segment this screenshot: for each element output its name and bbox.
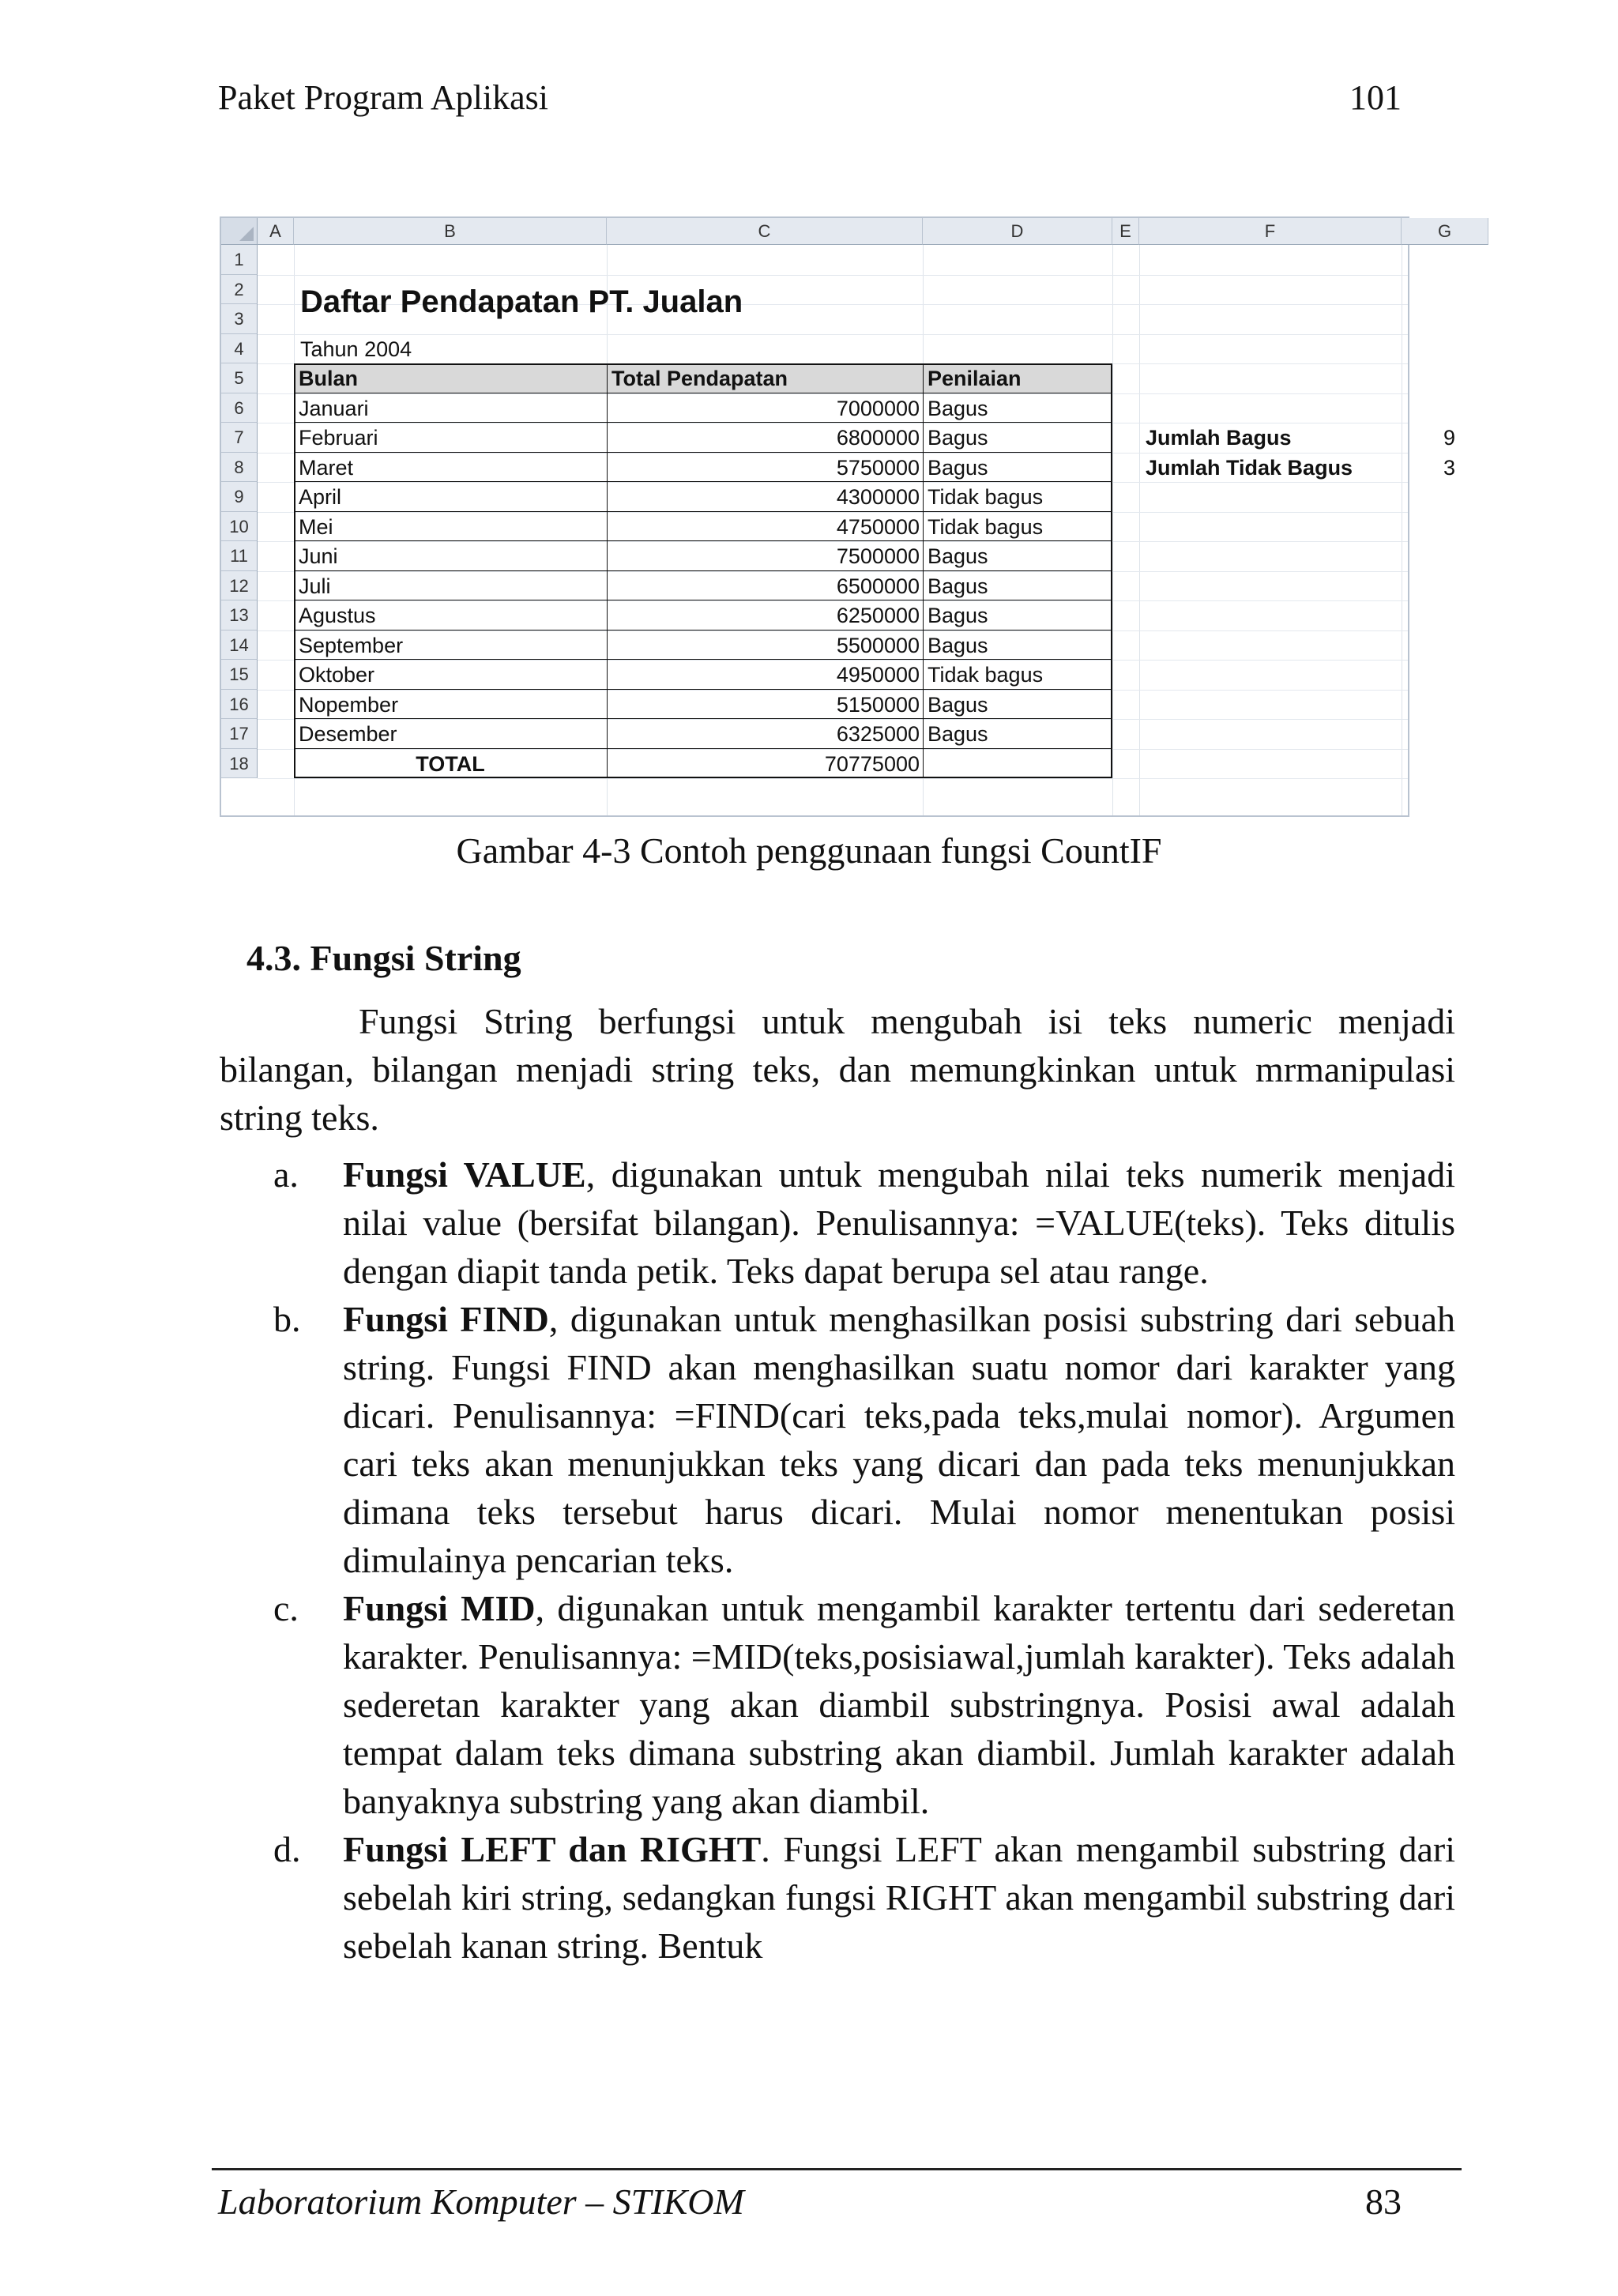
column-header: D — [923, 218, 1112, 245]
cell-total: 6800000 — [836, 426, 920, 450]
list-marker: a. — [273, 1154, 299, 1195]
row-header: 6 — [221, 393, 258, 423]
header-title: Paket Program Aplikasi — [218, 78, 548, 117]
function-name: Fungsi FIND — [343, 1299, 549, 1339]
row-header: 15 — [221, 660, 258, 690]
function-name: Fungsi MID — [343, 1588, 536, 1628]
column-header: E — [1112, 218, 1139, 245]
cell-penilaian: Tidak bagus — [928, 485, 1044, 509]
figure-caption: Gambar 4-3 Contoh penggunaan fungsi CountIF — [456, 830, 1162, 871]
row-header: 8 — [221, 453, 258, 483]
function-description: , digunakan untuk mengambil karakter tertentu dari sederetan karakter. Penulisannya: =MID(teks,posisiawal,jumlah karakter). Teks adalah sederetan karakter yang akan diambil substringnya. Posisi awal adalah tempat dalam teks dimana substring akan diambil. Jumlah karakter adalah banyaknya substring yang akan diambil. — [343, 1588, 1455, 1821]
row-header: 11 — [221, 541, 258, 571]
function-list — [273, 1150, 1455, 1970]
row-header: 10 — [221, 512, 258, 542]
cell-bulan: Mei — [299, 514, 333, 539]
function-description: , digunakan untuk menghasilkan posisi substring dari sebuah string. Fungsi FIND akan menghasilkan suatu nomor dari karakter yang dicari. Penulisannya: =FIND(cari teks,pada teks,mulai nomor). Argumen cari teks akan menunjukkan teks yang dicari dan pada teks menunjukkan dimana teks tersebut harus dicari. Mulai nomor menentukan posisi dimulainya pencarian teks. — [343, 1299, 1456, 1580]
list-item — [273, 1150, 1455, 1295]
cell-total: 5150000 — [836, 692, 920, 717]
spreadsheet-figure — [220, 216, 1455, 817]
column-header: C — [607, 218, 923, 245]
table-header-bulan: Bulan — [299, 367, 359, 390]
function-name: Fungsi LEFT dan RIGHT — [343, 1829, 762, 1869]
footer-page-number: 83 — [1365, 2181, 1402, 2222]
cell-bulan: Nopember — [299, 692, 399, 717]
row-header: 18 — [221, 749, 258, 779]
year-label: Tahun 2004 — [300, 337, 412, 361]
column-header: G — [1402, 218, 1488, 245]
cell-penilaian: Bagus — [928, 633, 988, 657]
list-item — [273, 1825, 1455, 1970]
row-header: 1 — [221, 245, 258, 275]
function-description: . Fungsi LEFT akan mengambil substring dari sebelah kiri string, sedangkan fungsi RIGHT akan mengambil substring dari sebelah kanan string. Bentuk — [343, 1829, 1455, 1966]
cell-bulan: Juli — [299, 574, 331, 598]
sheet-title: Daftar Pendapatan PT. Jualan — [300, 284, 743, 319]
cell-total: 7000000 — [836, 396, 920, 420]
total-label: TOTAL — [416, 751, 485, 776]
cell-total: 4950000 — [836, 663, 920, 687]
list-item — [273, 1584, 1455, 1825]
row-header: 2 — [221, 275, 258, 305]
footer-divider — [212, 2168, 1462, 2170]
row-header: 4 — [221, 334, 258, 364]
cell-total: 6500000 — [836, 574, 920, 598]
column-header: A — [258, 218, 294, 245]
cell-penilaian: Bagus — [928, 604, 988, 627]
cell-bulan: Desember — [299, 722, 397, 746]
cell-bulan: Januari — [299, 396, 369, 420]
summary-label-tidak-bagus: Jumlah Tidak Bagus — [1146, 455, 1353, 480]
cell-penilaian: Bagus — [928, 692, 988, 717]
section-intro: Fungsi String berfungsi untuk mengubah isi teks numeric menjadi bilangan, bilangan menjadi string teks, dan memungkinkan untuk mrmanipulasi string teks. — [220, 1001, 1455, 1138]
row-header: 5 — [221, 363, 258, 393]
list-marker: d. — [273, 1829, 301, 1869]
cell-bulan: April — [299, 485, 342, 509]
cell-penilaian: Bagus — [928, 426, 988, 450]
cell-penilaian: Tidak bagus — [928, 514, 1044, 539]
summary-value-bagus: 9 — [1443, 426, 1455, 450]
table-header-total: Total Pendapatan — [611, 367, 788, 390]
cell-penilaian: Bagus — [928, 574, 988, 598]
row-header: 3 — [221, 304, 258, 334]
table-header-penilaian: Penilaian — [928, 367, 1022, 390]
cell-bulan: Oktober — [299, 663, 375, 687]
section-title: 4.3. Fungsi String — [246, 938, 521, 978]
cell-total: 6250000 — [836, 604, 920, 627]
row-header: 13 — [221, 600, 258, 630]
list-item — [273, 1295, 1455, 1584]
column-header: B — [294, 218, 607, 245]
cell-penilaian: Bagus — [928, 396, 988, 420]
cell-total: 7500000 — [836, 544, 920, 568]
cell-total: 4750000 — [836, 514, 920, 539]
cell-penilaian: Bagus — [928, 455, 988, 480]
cell-bulan: September — [299, 633, 404, 657]
row-header: 17 — [221, 719, 258, 749]
summary-label-bagus: Jumlah Bagus — [1146, 426, 1292, 450]
row-header: 7 — [221, 423, 258, 453]
summary-value-tidak-bagus: 3 — [1443, 455, 1455, 480]
row-header: 12 — [221, 571, 258, 601]
cell-bulan: Maret — [299, 455, 354, 480]
list-marker: c. — [273, 1588, 299, 1628]
cell-total: 6325000 — [836, 722, 920, 746]
total-value: 70775000 — [824, 751, 920, 776]
cell-total: 5500000 — [836, 633, 920, 657]
row-header: 16 — [221, 690, 258, 720]
cell-total: 4300000 — [836, 485, 920, 509]
cell-penilaian: Tidak bagus — [928, 663, 1044, 687]
row-header: 9 — [221, 482, 258, 512]
column-header: F — [1139, 218, 1402, 245]
footer-title: Laboratorium Komputer – STIKOM — [218, 2181, 744, 2222]
cell-penilaian: Bagus — [928, 544, 988, 568]
cell-bulan: Agustus — [299, 604, 376, 627]
cell-penilaian: Bagus — [928, 722, 988, 746]
header-page-number: 101 — [1349, 78, 1402, 117]
select-all-corner — [221, 218, 258, 245]
row-header: 14 — [221, 630, 258, 661]
cell-total: 5750000 — [836, 455, 920, 480]
cell-bulan: Februari — [299, 426, 378, 450]
function-name: Fungsi VALUE — [343, 1154, 586, 1195]
cell-bulan: Juni — [299, 544, 338, 568]
list-marker: b. — [273, 1299, 301, 1339]
function-description: , digunakan untuk mengubah nilai teks numerik menjadi nilai value (bersifat bilangan). Penulisannya: =VALUE(teks). Teks ditulis dengan diapit tanda petik. Teks dapat berupa sel atau range. — [343, 1154, 1455, 1291]
